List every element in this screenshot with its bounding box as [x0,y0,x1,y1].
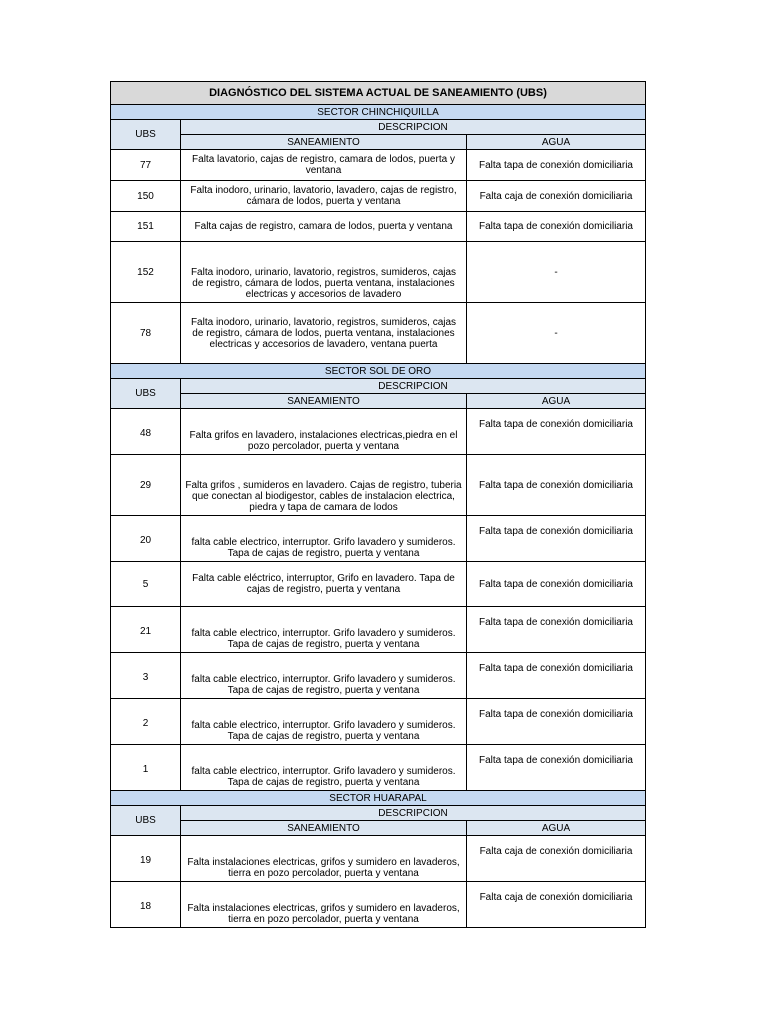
table-row [111,303,646,364]
agua-cell: Falta tapa de conexión domiciliaria [467,516,646,562]
saneamiento-cell: Falta cable eléctrico, interruptor, Grifo en lavadero. Tapa de cajas de registro, puerta y ventana [181,562,467,607]
table-title-row [111,82,646,105]
table-row [111,455,646,516]
ubs-number: 21 [111,607,181,653]
sector-row [111,364,646,379]
ubs-number: 5 [111,562,181,607]
ubs-number: 29 [111,455,181,516]
saneamiento-cell: falta cable electrico, interruptor. Grifo lavadero y sumideros. Tapa de cajas de registro, puerta y ventana [181,607,467,653]
agua-cell: Falta tapa de conexión domiciliaria [467,653,646,699]
ubs-number: 1 [111,745,181,791]
table-row [111,409,646,455]
agua-cell: - [467,303,646,364]
agua-header: AGUA [467,135,646,150]
saneamiento-header: SANEAMIENTO [181,821,467,836]
table-row [111,653,646,699]
agua-cell: Falta tapa de conexión domiciliaria [467,150,646,181]
table-row [111,242,646,303]
ubs-number: 150 [111,181,181,212]
table-row [111,150,646,181]
descripcion-header: DESCRIPCION [181,379,646,394]
sector-name: SECTOR SOL DE ORO [111,364,646,379]
saneamiento-header: SANEAMIENTO [181,394,467,409]
saneamiento-header: SANEAMIENTO [181,135,467,150]
subheader-row [111,821,646,836]
table-row [111,562,646,607]
agua-cell: Falta caja de conexión domiciliaria [467,181,646,212]
agua-header: AGUA [467,821,646,836]
ubs-number: 78 [111,303,181,364]
agua-header: AGUA [467,394,646,409]
ubs-number: 20 [111,516,181,562]
sector-row [111,105,646,120]
ubs-number: 2 [111,699,181,745]
saneamiento-cell: Falta inodoro, urinario, lavatorio, registros, sumideros, cajas de registro, cámara de lodos, puerta ventana, instalaciones electricas y accesorios de lavadero, ventana puerta [181,303,467,364]
ubs-diagnostic-table [110,81,646,928]
ubs-header: UBS [111,120,181,150]
saneamiento-cell: Falta inodoro, urinario, lavatorio, lavadero, cajas de registro, cámara de lodos, puerta y ventana [181,181,467,212]
sector-name: SECTOR CHINCHIQUILLA [111,105,646,120]
table-row [111,516,646,562]
agua-cell: Falta caja de conexión domiciliaria [467,836,646,882]
table-row [111,212,646,242]
ubs-number: 3 [111,653,181,699]
table-row [111,745,646,791]
saneamiento-cell: Falta cajas de registro, camara de lodos, puerta y ventana [181,212,467,242]
ubs-number: 151 [111,212,181,242]
descripcion-header: DESCRIPCION [181,120,646,135]
saneamiento-cell: falta cable electrico, interruptor. Grifo lavadero y sumideros. Tapa de cajas de registro, puerta y ventana [181,699,467,745]
agua-cell: - [467,242,646,303]
sector-row [111,791,646,806]
subheader-row [111,135,646,150]
sector-name: SECTOR HUARAPAL [111,791,646,806]
table-title: DIAGNÓSTICO DEL SISTEMA ACTUAL DE SANEAMIENTO (UBS) [111,82,646,105]
saneamiento-cell: Falta lavatorio, cajas de registro, camara de lodos, puerta y ventana [181,150,467,181]
ubs-number: 19 [111,836,181,882]
header-row [111,120,646,135]
saneamiento-cell: Falta grifos , sumideros en lavadero. Cajas de registro, tuberia que conectan al biodigestor, cables de instalacion electrica, piedra y tapa de camara de lodos [181,455,467,516]
header-row [111,379,646,394]
ubs-number: 152 [111,242,181,303]
agua-cell: Falta tapa de conexión domiciliaria [467,699,646,745]
ubs-number: 77 [111,150,181,181]
ubs-number: 48 [111,409,181,455]
saneamiento-cell: Falta instalaciones electricas, grifos y sumidero en lavaderos, tierra en pozo percolador, puerta y ventana [181,836,467,882]
agua-cell: Falta tapa de conexión domiciliaria [467,745,646,791]
table-row [111,836,646,882]
saneamiento-cell: Falta grifos en lavadero, instalaciones electricas,piedra en el pozo percolador, puerta y ventana [181,409,467,455]
saneamiento-cell: falta cable electrico, interruptor. Grifo lavadero y sumideros. Tapa de cajas de registro, puerta y ventana [181,653,467,699]
agua-cell: Falta tapa de conexión domiciliaria [467,607,646,653]
table-row [111,882,646,928]
saneamiento-cell: Falta inodoro, urinario, lavatorio, registros, sumideros, cajas de registro, cámara de lodos, puerta ventana, instalaciones electricas y accesorios de lavadero [181,242,467,303]
agua-cell: Falta tapa de conexión domiciliaria [467,455,646,516]
table-row [111,607,646,653]
header-row [111,806,646,821]
ubs-number: 18 [111,882,181,928]
agua-cell: Falta caja de conexión domiciliaria [467,882,646,928]
descripcion-header: DESCRIPCION [181,806,646,821]
ubs-header: UBS [111,806,181,836]
table-row [111,699,646,745]
saneamiento-cell: falta cable electrico, interruptor. Grifo lavadero y sumideros. Tapa de cajas de registro, puerta y ventana [181,516,467,562]
saneamiento-cell: falta cable electrico, interruptor. Grifo lavadero y sumideros. Tapa de cajas de registro, puerta y ventana [181,745,467,791]
agua-cell: Falta tapa de conexión domiciliaria [467,409,646,455]
saneamiento-cell: Falta instalaciones electricas, grifos y sumidero en lavaderos, tierra en pozo percolador, puerta y ventana [181,882,467,928]
agua-cell: Falta tapa de conexión domiciliaria [467,562,646,607]
table-row [111,181,646,212]
subheader-row [111,394,646,409]
ubs-header: UBS [111,379,181,409]
agua-cell: Falta tapa de conexión domiciliaria [467,212,646,242]
